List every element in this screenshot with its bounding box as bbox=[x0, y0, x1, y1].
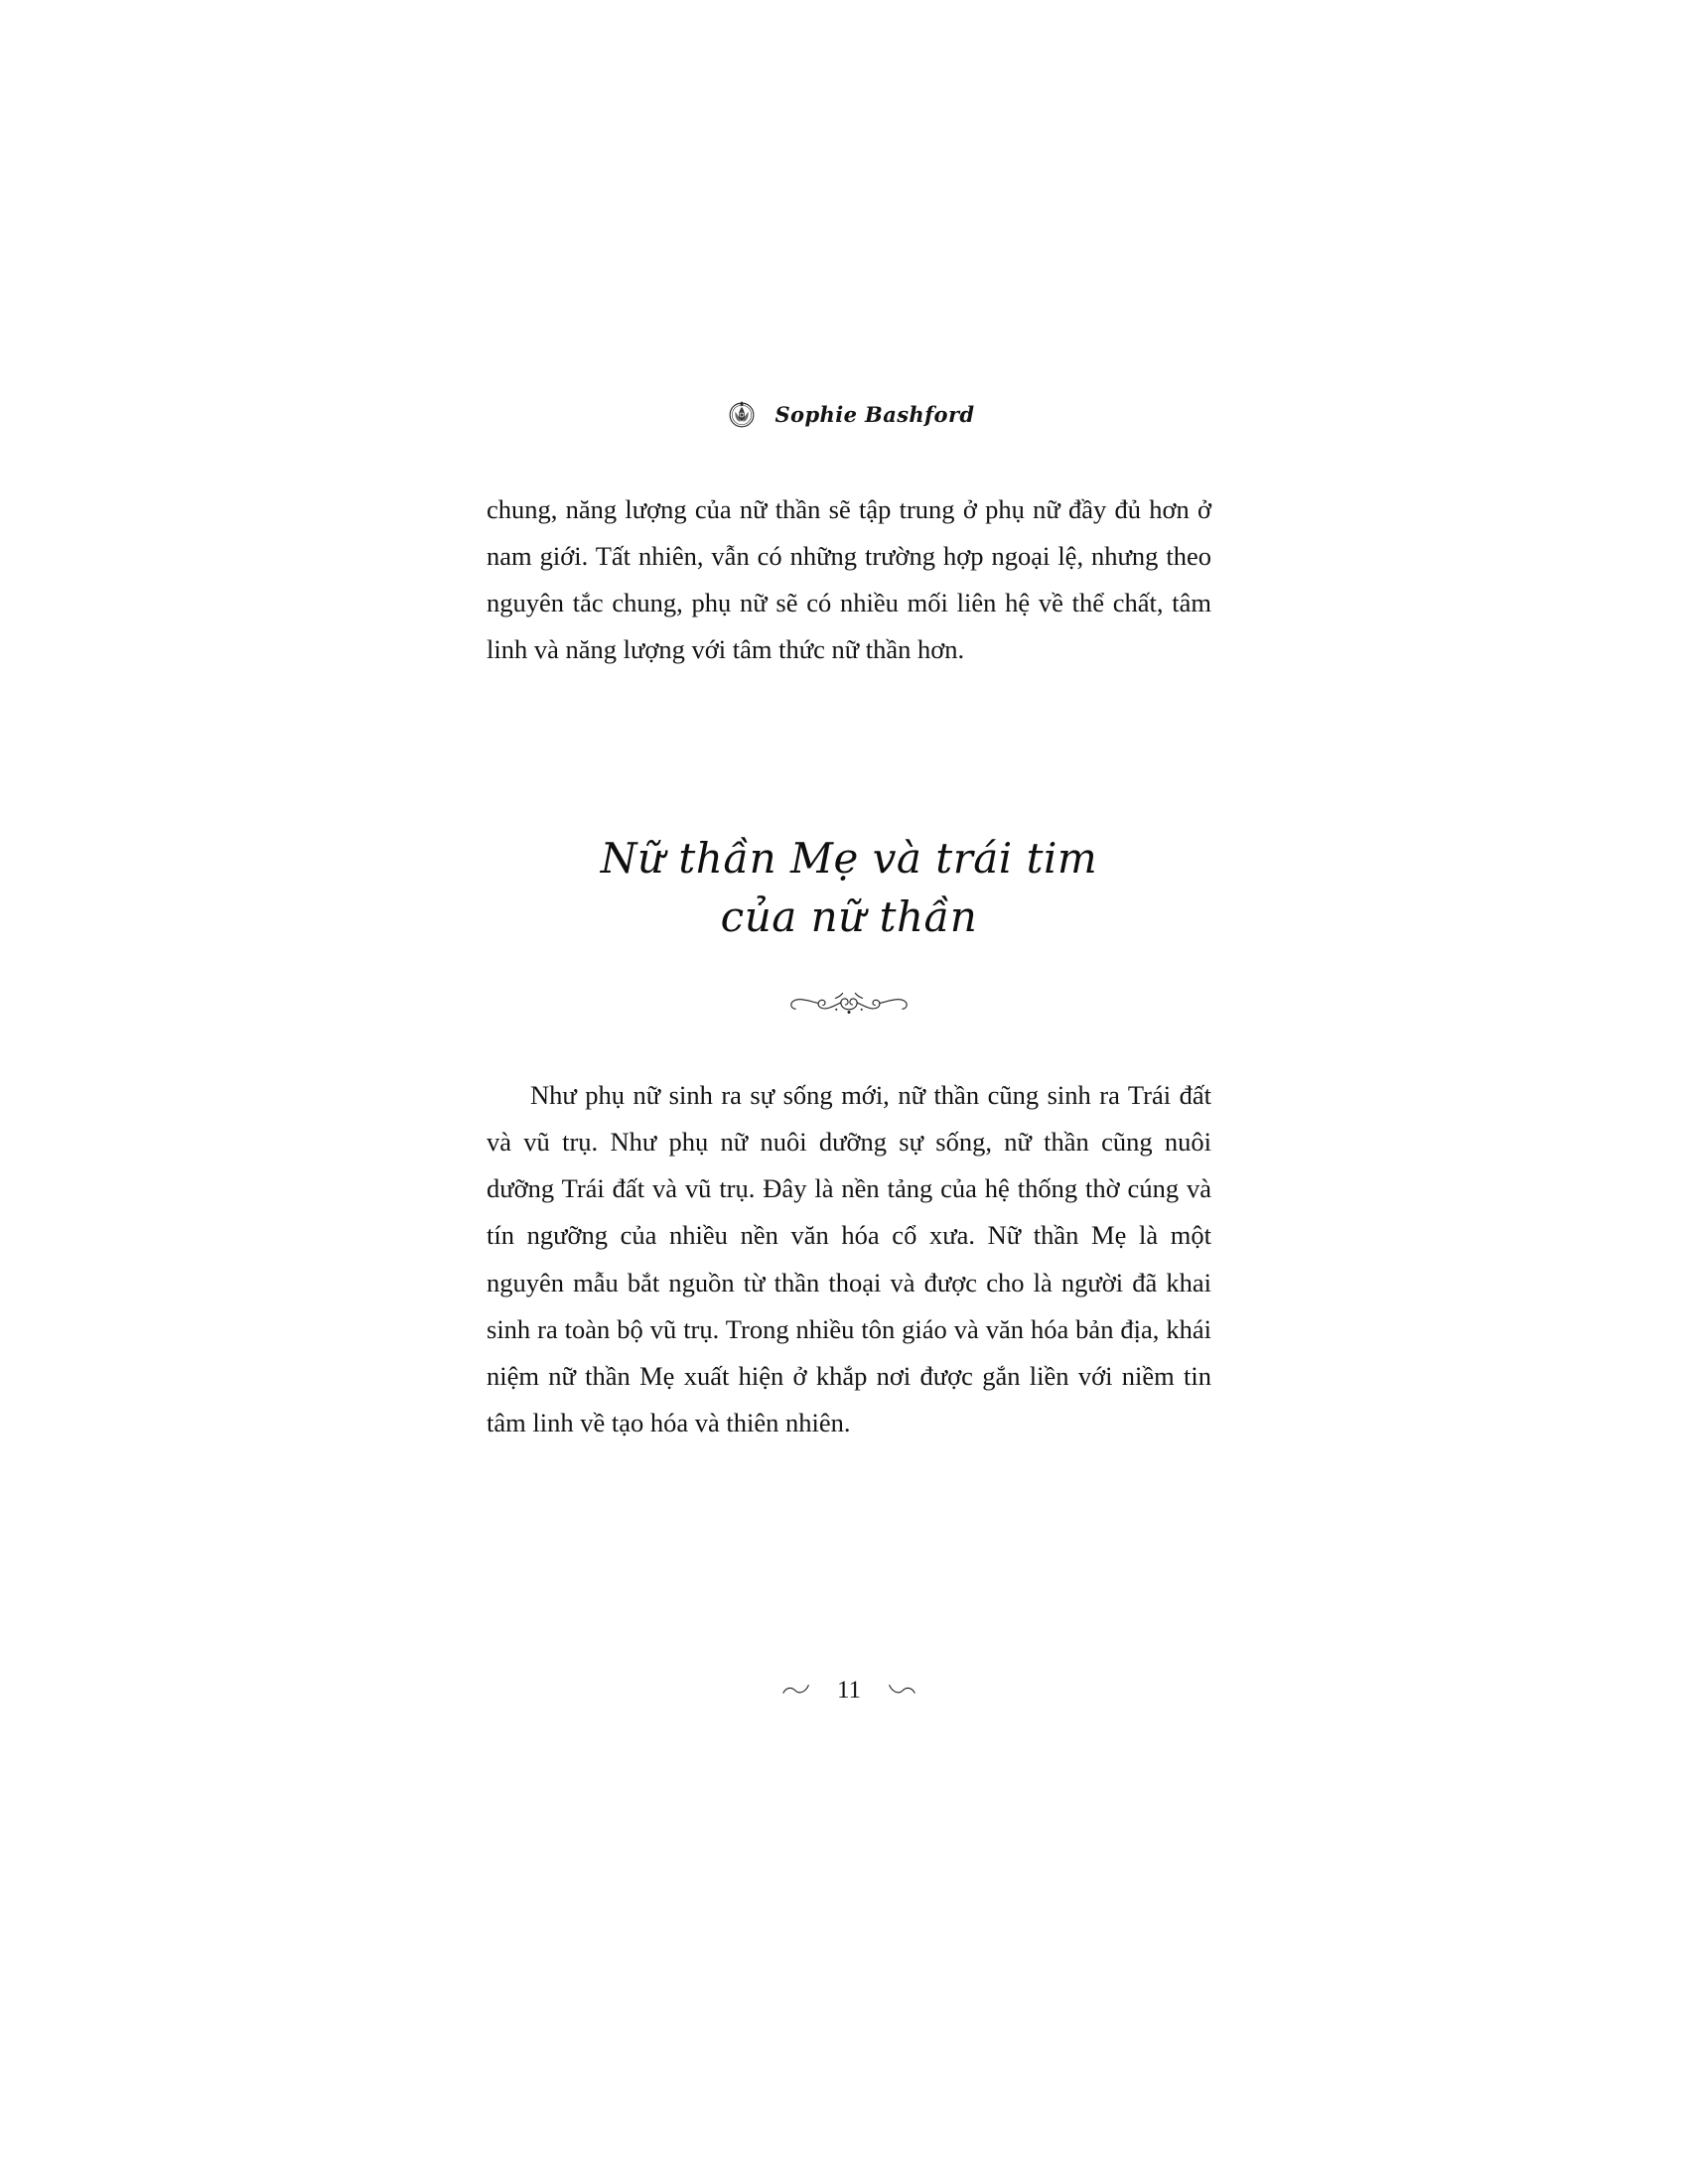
body-block bbox=[487, 1072, 1211, 1446]
section-heading-line-1: Nữ thần Mẹ và trái tim bbox=[600, 833, 1098, 883]
section-heading bbox=[487, 829, 1211, 947]
section-heading-line-2: của nữ thần bbox=[720, 892, 978, 942]
running-header-author: Sophie Bashford bbox=[774, 401, 975, 427]
folio bbox=[487, 1678, 1211, 1705]
flourish-divider-icon bbox=[487, 988, 1211, 1019]
page-content-column bbox=[487, 0, 1211, 2184]
swash-left-icon bbox=[781, 1684, 821, 1699]
lotus-medallion-icon bbox=[723, 395, 761, 433]
page-number: 11 bbox=[836, 1677, 862, 1704]
paragraph-continued: chung, năng lượng của nữ thần sẽ tập trung ở phụ nữ đầy đủ hơn ở nam giới. Tất nhiên, vẫn có những trường hợp ngoại lệ, nhưng theo nguyên tắc chung, phụ nữ sẽ có nhiều mối liên hệ về thể chất, tâm linh và năng lượng với tâm thức nữ thần hơn. bbox=[487, 494, 1211, 665]
paragraph-body: Như phụ nữ sinh ra sự sống mới, nữ thần cũng sinh ra Trái đất và vũ trụ. Như phụ nữ nuôi dưỡng sự sống, nữ thần cũng nuôi dưỡng Trái đất và vũ trụ. Đây là nền tảng của hệ thống thờ cúng và tín ngưỡng của nhiều nền văn hóa cổ xưa. Nữ thần Mẹ là một nguyên mẫu bắt nguồn từ thần thoại và được cho là người đã khai sinh ra toàn bộ vũ trụ. Trong nhiều tôn giáo và văn hóa bản địa, khái niệm nữ thần Mẹ xuất hiện ở khắp nơi được gắn liền với niềm tin tâm linh về tạo hóa và thiên nhiên. bbox=[487, 1080, 1211, 1438]
swash-right-icon bbox=[877, 1684, 916, 1699]
running-header bbox=[487, 395, 1211, 433]
